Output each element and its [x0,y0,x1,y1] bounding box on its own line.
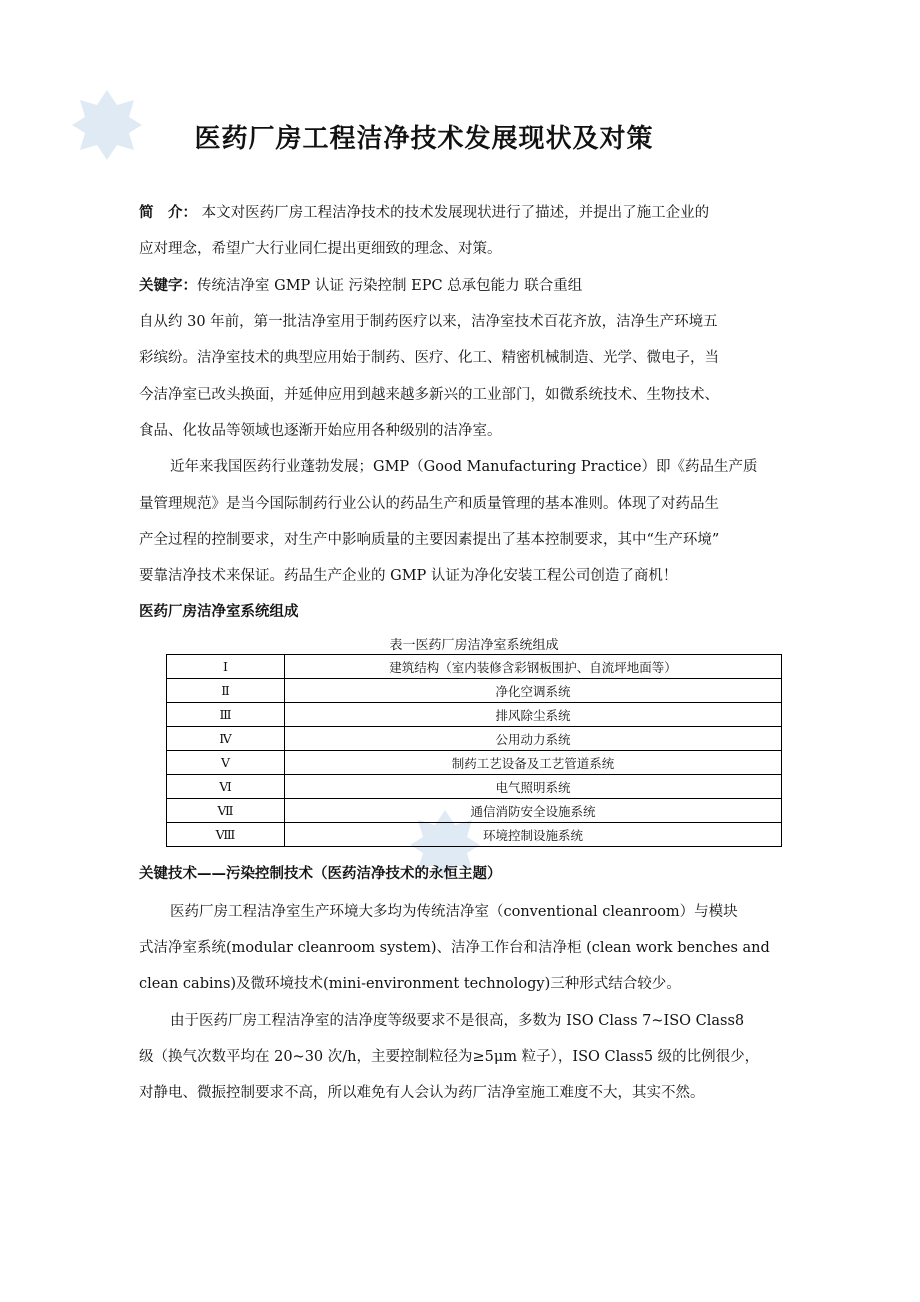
keywords-text: 传统洁净室 GMP 认证 污染控制 EPC 总承包能力 联合重组 [197,278,583,294]
row-number: Ⅱ [167,679,285,703]
para2-line: 近年来我国医药行业蓬勃发展；GMP（Good Manufacturing Practice）即《药品生产质 [170,459,758,475]
para3-line: 医药厂房工程洁净室生产环境大多均为传统洁净室（conventional cleanroom）与模块 [170,904,738,920]
section-heading: 关键技术——污染控制技术（医药洁净技术的永恒主题） [139,866,502,882]
table-row [167,727,782,751]
para2-line: 产全过程的控制要求，对生产中影响质量的主要因素提出了基本控制要求，其中“生产环境” [139,532,720,548]
para3-line: 式洁净室系统(modular cleanroom system)、洁净工作台和洁净柜 (clean work benches and [139,940,770,956]
para1-line: 彩缤纷。洁净室技术的典型应用始于制药、医疗、化工、精密机械制造、光学、微电子，当 [139,350,719,366]
table-row [167,775,782,799]
row-number: Ⅷ [167,823,285,847]
row-number: Ⅲ [167,703,285,727]
table-row [167,703,782,727]
section-heading: 医药厂房洁净室系统组成 [139,604,299,620]
abstract-text: 本文对医药厂房工程洁净技术的技术发展现状进行了描述，并提出了施工企业的 [201,205,710,221]
para1-line: 食品、化妆品等领域也逐渐开始应用各种级别的洁净室。 [139,423,502,439]
system-name: 建筑结构（室内装修含彩钢板围护、自流坪地面等） [285,655,782,679]
row-number: Ⅰ [167,655,285,679]
abstract-line [139,203,709,223]
keywords-label: 关键字： [139,278,197,294]
system-name: 净化空调系统 [285,679,782,703]
system-name: 环境控制设施系统 [285,823,782,847]
table-row [167,679,782,703]
table-row [167,799,782,823]
row-number: Ⅶ [167,799,285,823]
para4-line: 对静电、微振控制要求不高，所以难免有人会认为药厂洁净室施工难度不大，其实不然。 [139,1085,705,1101]
table-row [167,823,782,847]
para2-line: 要靠洁净技术来保证。药品生产企业的 GMP 认证为净化安装工程公司创造了商机！ [139,568,678,584]
para1-line: 自从约 30 年前，第一批洁净室用于制药医疗以来，洁净室技术百花齐放，洁净生产环境五 [139,314,718,330]
system-name: 排风除尘系统 [285,703,782,727]
table-row [167,655,782,679]
para4-line: 由于医药厂房工程洁净室的洁净度等级要求不是很高，多数为 ISO Class 7~ISO Class8 [170,1013,745,1029]
para3-line: clean cabins)及微环境技术(mini-environment technology)三种形式结合较少。 [139,976,681,992]
system-name: 制药工艺设备及工艺管道系统 [285,751,782,775]
row-number: Ⅵ [167,775,285,799]
para1-line: 今洁净室已改头换面，并延伸应用到越来越多新兴的工业部门，如微系统技术、生物技术、 [139,387,719,403]
page-title: 医药厂房工程洁净技术发展现状及对策 [194,124,654,154]
system-name: 电气照明系统 [285,775,782,799]
system-name: 公用动力系统 [285,727,782,751]
table-caption: 表一医药厂房洁净室系统组成 [389,638,559,653]
system-table [166,654,782,847]
row-number: Ⅴ [167,751,285,775]
row-number: Ⅳ [167,727,285,751]
para4-line: 级（换气次数平均在 20~30 次/h，主要控制粒径为≥5μm 粒子），ISO Class5 级的比例很少， [139,1049,760,1065]
keywords-line [139,276,582,296]
table-row [167,751,782,775]
abstract-label: 简 介： [139,205,197,221]
system-name: 通信消防安全设施系统 [285,799,782,823]
para2-line: 量管理规范》是当今国际制药行业公认的药品生产和质量管理的基本准则。体现了对药品生 [139,496,719,512]
abstract-line: 应对理念，希望广大行业同仁提出更细致的理念、对策。 [139,241,502,257]
